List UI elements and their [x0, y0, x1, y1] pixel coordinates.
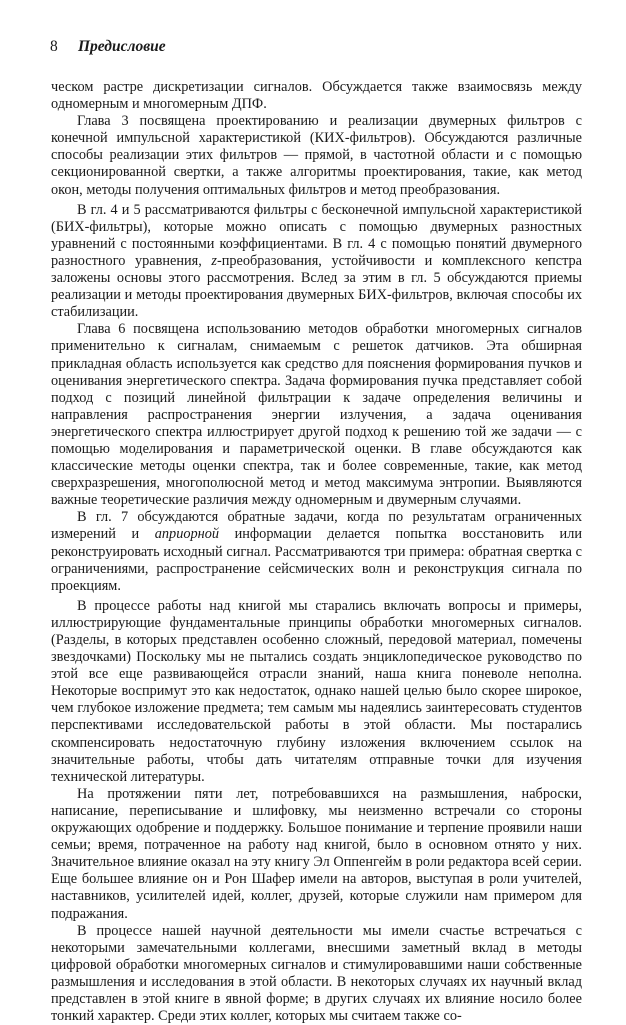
- paragraph-acknowledgements: На протяжении пяти лет, потребовавшихся на размышления, наброски, написание, переписывание и шлифовку, мы неизменно встречали со стороны окружающих одобрение и поддержку. Большое понимание и терпение проявили наши семьи; время, потраченное на работу над книгой, было в основном отнято у них. Значительное влияние оказал на эту книгу Эл Оппенгейм в роли редактора всей серии. Еще большее влияние он и Рон Шафер имели на авторов, выступая в роли учителей, наставников, усилителей идей, коллег, друзей, которые служили нам примером для подражания.: [51, 785, 582, 922]
- paragraph-text: В гл. 7 обсуждаются обратные задачи, когда по результатам ограниченных измерений и: [51, 509, 582, 543]
- paragraph-text: В гл. 4 и 5 рассматриваются фильтры с бесконечной импульсной характеристикой (БИХ-фильтры), которые можно описать с помощью двумерных разностных уравнений с постоянными коэффициентами. В гл. 4 с помощью понятий двумерного разностного уравнения,: [51, 201, 582, 269]
- paragraph-colleagues: В процессе нашей научной деятельности мы имели счастье встречаться с некоторыми замечательными коллегами, внесшими заметный вклад в методы цифровой обработки многомерных сигналов и стимулировавшими наши собственные размышления и исследования в этой области. В некоторых случаях их научный вклад представлен в этой книге в явной форме; в других случаях их влияние носило более тонкий характер. Среди этих коллег, которых мы считаем также со-: [51, 922, 582, 1025]
- body-text: [51, 79, 582, 1025]
- italic-term: z: [211, 252, 217, 269]
- paragraph-chapter-3: Глава 3 посвящена проектированию и реализации двумерных фильтров с конечной импульсной характеристикой (КИХ-фильтров). Обсуждаются различные способы реализации этих фильтров — прямой, в частотной области и с помощью секционированной свертки, а также алгоритмы проектирования, такие, как метод окон, методы получения оптимальных фильтров и метод преобразования.: [51, 113, 582, 198]
- paragraph-chapter-6: Глава 6 посвящена использованию методов обработки многомерных сигналов применительно к сигналам, снимаемым с решеток датчиков. Эта обширная прикладная область используется как средство для пояснения формирования пучков и оценивания энергетического спектра. Задача формирования пучка представляет собой подход с позиций линейной фильтрации к задаче определения величины и направления распространения энергии излучения, а задача оценивания энергетического спектра иллюстрирует другой подход к решению той же задачи — с помощью моделирования и параметрической оценки. В главе обсуждаются как классические методы оценки спектра, так и более современные, такие, как метод сверхразрешения, многополюсной метод и метод максимума энтропии. Выявляются важные теоретические различия между одномерным и двумерным случаями.: [51, 321, 582, 509]
- paragraph-chapter-7: [51, 509, 582, 594]
- paragraph-work-on-book: В процессе работы над книгой мы старались включать вопросы и примеры, иллюстрирующие фундаментальные принципы обработки многомерных сигналов. (Разделы, в которых представлен особенно сложный, передовой материал, помечены звездочками) Поскольку мы не пытались создать энциклопедическое руководство по этой все еще развивающейся отрасли знаний, наша книга поневоле неполна. Некоторые воспримут это как недостаток, однако нашей целью было скорее широкое, чем глубокое изложение предмета; тем самым мы надеялись заинтересовать студентов перспективами исследовательской работы в этой области. Мы постарались скомпенсировать недостаточную глубину изложения включением ссылок на значительные работы, чтобы дать читателям отправные точки для изучения технической литературы.: [51, 597, 582, 785]
- paragraph-chapters-4-5: [51, 202, 582, 322]
- section-title: Предисловие: [78, 38, 166, 55]
- paragraph-continuation: ческом растре дискретизации сигналов. Обсуждается также взаимосвязь между одномерным и многомерным ДПФ.: [51, 79, 582, 113]
- running-head: [50, 37, 166, 57]
- paragraph-text: -преобразования, устойчивости и комплексного кепстра заложены основы этого рассмотрения. Вслед за этим в гл. 5 обсуждаются приемы реализации и методы проектирования двумерных БИХ-фильтров, включая способы их стабилизации.: [51, 252, 582, 321]
- page-number: 8: [50, 38, 58, 55]
- italic-term: априорной: [154, 526, 220, 543]
- paragraph-text: информации делается попытка восстановить или реконструировать исходный сигнал. Рассматриваются три примера: обратная свертка с ограничениями, распространение сейсмических волн и реконструкция сигнала по проекциям.: [51, 526, 582, 594]
